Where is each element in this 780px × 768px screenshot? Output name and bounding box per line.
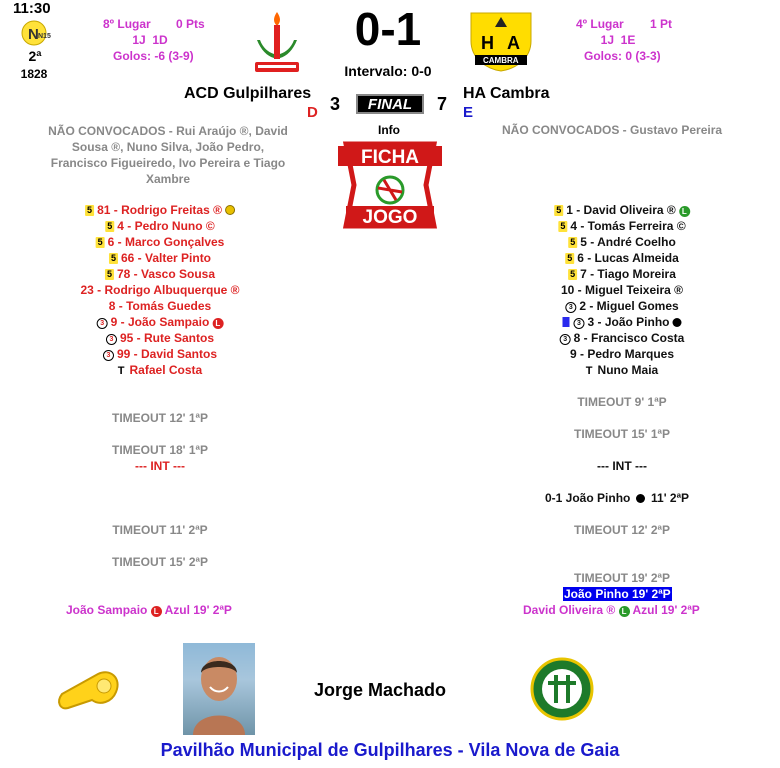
final-status-text: FINAL <box>367 96 413 113</box>
home-points: 0 Pts <box>176 17 205 31</box>
home-player-row[interactable] <box>105 267 215 281</box>
halftime-score: Intervalo: 0-0 <box>344 63 432 79</box>
home-timeout-3: TIMEOUT 11' 2ªP <box>112 523 208 537</box>
player-name: Nuno Maia <box>597 363 659 377</box>
away-timeout-1: TIMEOUT 9' 1ªP <box>577 395 667 409</box>
leader-icon: L <box>151 606 162 617</box>
starter-badge-icon: 5 <box>570 237 576 247</box>
yellow-card-icon <box>225 205 235 215</box>
referee-name[interactable]: Jorge Machado <box>314 680 447 700</box>
away-player-row[interactable] <box>558 219 685 233</box>
home-player-row[interactable] <box>80 283 239 297</box>
svg-text:N15: N15 <box>38 33 51 40</box>
home-card-time: Azul 19' 2ªP <box>164 603 232 617</box>
player-name: 4 - Tomás Ferreira © <box>570 219 686 233</box>
whistle-icon <box>54 664 124 714</box>
svg-text:N: N <box>28 26 39 43</box>
away-player-row[interactable] <box>565 251 679 265</box>
away-record: 1J 1E <box>600 33 636 47</box>
sub-badge-icon: 3 <box>103 350 114 361</box>
home-timeout-4: TIMEOUT 15' 2ªP <box>112 555 208 569</box>
away-team-name[interactable]: HA Cambra <box>463 85 550 102</box>
home-count: 3 <box>330 94 341 114</box>
svg-text:FICHA: FICHA <box>360 147 420 168</box>
away-timeout-4: TIMEOUT 19' 2ªP <box>574 571 670 585</box>
home-card-player[interactable]: João Sampaio <box>66 603 148 617</box>
ball-icon <box>673 318 682 327</box>
leader-icon: L <box>212 318 223 329</box>
starter-badge-icon: 5 <box>110 253 116 263</box>
starter-badge-icon: 5 <box>106 269 112 279</box>
away-points: 1 Pt <box>650 17 673 31</box>
leader-icon: L <box>679 206 690 217</box>
player-name: 8 - Tomás Guedes <box>108 299 212 313</box>
final-status-badge <box>356 94 424 114</box>
away-side: E <box>463 104 474 121</box>
svg-text:A: A <box>507 33 520 53</box>
n15-badge-icon <box>20 20 51 46</box>
player-name: 9 - João Sampaio <box>110 315 210 329</box>
away-crest-icon[interactable] <box>469 11 533 73</box>
away-timeout-3: TIMEOUT 12' 2ªP <box>574 523 670 537</box>
away-goal-player[interactable]: 0-1 João Pinho <box>545 491 631 505</box>
starter-badge-icon: 5 <box>560 221 566 231</box>
match-time: 11:30 <box>13 0 51 17</box>
blue-card-icon <box>562 317 569 327</box>
sub-badge-icon: 3 <box>565 302 576 313</box>
player-name: 3 - João Pinho <box>587 315 670 329</box>
away-player-row[interactable] <box>565 299 678 313</box>
info-link[interactable]: Info <box>378 123 400 137</box>
player-name: 99 - David Santos <box>116 347 218 361</box>
starter-badge-icon: 5 <box>87 205 93 215</box>
away-absent-players: NÃO CONVOCADOS - Gustavo Pereira <box>502 123 723 137</box>
away-player-row[interactable] <box>562 315 681 329</box>
player-name: 5 - André Coelho <box>580 235 676 249</box>
away-highlight-event[interactable]: João Pinho 19' 2ªP <box>564 587 671 601</box>
sub-badge-icon: 3 <box>560 334 571 345</box>
away-position: 4º Lugar <box>576 17 624 31</box>
starter-badge-icon: 5 <box>556 205 562 215</box>
ball-icon <box>636 494 645 503</box>
away-player-row[interactable] <box>560 331 685 345</box>
starter-badge-icon: 5 <box>97 237 103 247</box>
player-name: 1 - David Oliveira ® <box>566 203 676 217</box>
svg-text:CAMBRA: CAMBRA <box>483 56 519 65</box>
away-goals: Golos: 0 (3-3) <box>584 49 661 63</box>
home-crest-icon[interactable] <box>251 10 303 76</box>
away-player-row[interactable] <box>570 347 674 361</box>
round: 2ª <box>28 48 42 64</box>
away-card-player[interactable]: David Oliveira ® <box>523 603 616 617</box>
home-timeout-2: TIMEOUT 18' 1ªP <box>112 443 208 457</box>
home-side: D <box>307 104 318 121</box>
player-name: 2 - Miguel Gomes <box>579 299 679 313</box>
home-player-row[interactable] <box>106 331 214 345</box>
player-name: 7 - Tiago Moreira <box>580 267 676 281</box>
player-name: 4 - Pedro Nuno © <box>117 219 215 233</box>
home-record: 1J 1D <box>132 33 168 47</box>
away-goal-event <box>545 491 689 505</box>
away-interval: --- INT --- <box>597 459 647 473</box>
home-goals: Golos: -6 (3-9) <box>113 49 194 63</box>
sub-badge-icon: 3 <box>97 318 108 329</box>
away-player-row[interactable] <box>554 203 690 217</box>
starter-badge-icon: 5 <box>570 269 576 279</box>
player-name: 6 - Marco Gonçalves <box>107 235 225 249</box>
player-name: Rafael Costa <box>129 363 203 377</box>
player-name: 81 - Rodrigo Freitas ® <box>97 203 222 217</box>
home-player-row[interactable] <box>103 347 217 361</box>
ficha-jogo-logo[interactable] <box>338 140 442 230</box>
svg-text:H: H <box>481 33 494 53</box>
venue[interactable]: Pavilhão Municipal de Gulpilhares - Vila Nova de Gaia <box>160 740 620 760</box>
leader-icon: L <box>619 606 630 617</box>
home-player-row[interactable] <box>109 299 211 313</box>
home-player-row[interactable] <box>97 315 224 329</box>
referee-photo <box>183 643 255 735</box>
home-position: 8º Lugar <box>103 17 151 31</box>
player-name: 6 - Lucas Almeida <box>577 251 679 265</box>
home-absent-players: NÃO CONVOCADOS - Rui Araújo ®, David Sousa ®, Nuno Silva, João Pedro, Francisco Figueiredo, Ivo Pereira e Tiago Xambre <box>48 124 288 186</box>
player-name: 10 - Miguel Teixeira ® <box>561 283 683 297</box>
away-count: 7 <box>437 94 448 114</box>
player-name: 95 - Rute Santos <box>119 331 215 345</box>
player-name: 66 - Valter Pinto <box>120 251 212 265</box>
game-number: 1828 <box>20 67 48 81</box>
home-player-row[interactable] <box>105 219 215 233</box>
starter-badge-icon: 5 <box>567 253 573 263</box>
player-name: 9 - Pedro Marques <box>569 347 675 361</box>
home-interval: --- INT --- <box>135 459 185 473</box>
home-player-row[interactable] <box>109 251 211 265</box>
away-player-row[interactable] <box>568 267 676 281</box>
home-player-row[interactable] <box>118 363 202 377</box>
home-player-row[interactable] <box>85 203 235 217</box>
association-crest-icon <box>530 657 594 721</box>
away-timeout-2: TIMEOUT 15' 1ªP <box>574 427 670 441</box>
player-name: 8 - Francisco Costa <box>573 331 685 345</box>
coach-icon: T <box>585 365 593 377</box>
svg-text:JOGO: JOGO <box>362 207 418 228</box>
away-player-row[interactable] <box>586 363 658 377</box>
away-card-time: Azul 19' 2ªP <box>632 603 700 617</box>
score: 0-1 <box>354 3 422 55</box>
away-player-row[interactable] <box>568 235 676 249</box>
sub-badge-icon: 3 <box>573 318 584 329</box>
sub-badge-icon: 3 <box>106 334 117 345</box>
player-name: 23 - Rodrigo Albuquerque ® <box>80 283 240 297</box>
coach-icon: T <box>117 365 125 377</box>
home-card-event <box>66 603 232 617</box>
player-name: 78 - Vasco Sousa <box>116 267 216 281</box>
away-player-row[interactable] <box>561 283 683 297</box>
away-card-event <box>523 603 700 617</box>
home-team-name[interactable]: ACD Gulpilhares <box>184 85 312 102</box>
home-timeout-1: TIMEOUT 12' 1ªP <box>112 411 208 425</box>
away-goal-time: 11' 2ªP <box>651 491 690 505</box>
home-player-row[interactable] <box>96 235 225 249</box>
starter-badge-icon: 5 <box>107 221 113 231</box>
